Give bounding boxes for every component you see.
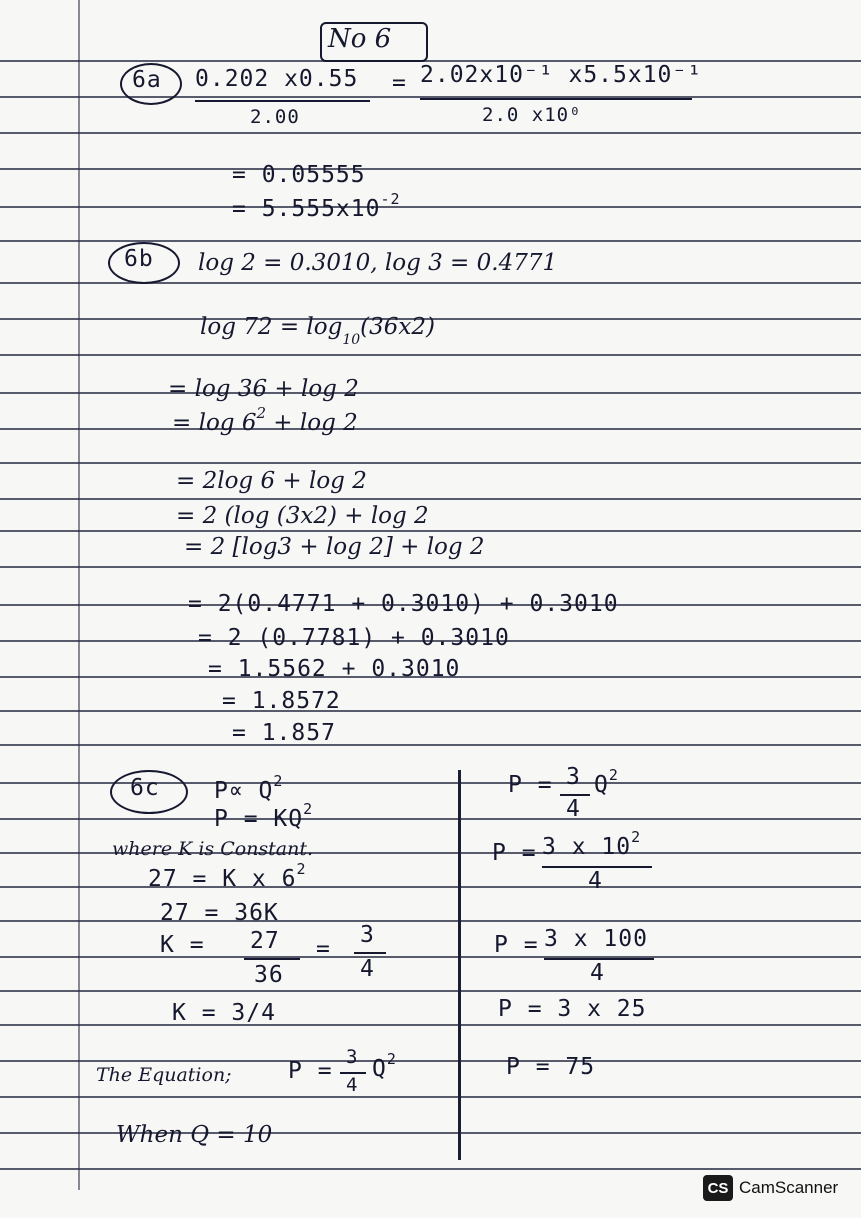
part-c-line6-rden: 4 bbox=[360, 956, 375, 982]
part-b-line9: = 1.5562 + 0.3010 bbox=[208, 656, 461, 682]
part-c-line4-exp: 2 bbox=[296, 860, 307, 878]
part-a-lhs-fraction bbox=[195, 66, 375, 130]
part-b-line3-exp: 2 bbox=[256, 404, 266, 422]
camscanner-logo-icon: CS bbox=[703, 1175, 733, 1201]
part-b-line3-a: = log 6 bbox=[172, 410, 257, 436]
part-c-right3-num: 3 x 100 bbox=[544, 926, 648, 952]
part-c-line9: When Q = 10 bbox=[116, 1122, 273, 1148]
part-c-right5: P = 75 bbox=[506, 1054, 596, 1080]
part-b-line8: = 2 (0.7781) + 0.3010 bbox=[198, 625, 510, 651]
fraction-bar bbox=[195, 100, 370, 102]
ruled-line bbox=[0, 530, 861, 532]
ruled-line bbox=[0, 886, 861, 888]
part-c-line2 bbox=[214, 800, 314, 832]
part-c-line6-fraction bbox=[240, 928, 310, 988]
part-b-line11: = 1.857 bbox=[232, 720, 336, 746]
part-c-line8-fraction bbox=[340, 1046, 370, 1106]
part-c-right1-fraction bbox=[560, 764, 592, 824]
camscanner-text: CamScanner bbox=[739, 1178, 839, 1197]
part-c-right2-num bbox=[542, 828, 642, 860]
fraction-bar bbox=[354, 952, 386, 954]
part-c-line6-result bbox=[352, 922, 392, 984]
ruled-line bbox=[0, 1024, 861, 1026]
ruled-line bbox=[0, 354, 861, 356]
ruled-line bbox=[0, 990, 861, 992]
ruled-line bbox=[0, 428, 861, 430]
part-c-line1-exp: 2 bbox=[273, 772, 284, 790]
part-a-line2: = 0.05555 bbox=[232, 162, 366, 188]
part-c-right1-q bbox=[594, 766, 619, 798]
part-c-line3: where K is Constant. bbox=[112, 838, 314, 860]
camscanner-badge bbox=[703, 1175, 838, 1201]
part-c-right1-den: 4 bbox=[566, 796, 581, 822]
ruled-line bbox=[0, 920, 861, 922]
part-a-rhs-numerator: 2.02x10⁻¹ x5.5x10⁻¹ bbox=[420, 62, 703, 88]
part-c-label: 6c bbox=[130, 775, 160, 801]
part-c-line2-exp: 2 bbox=[303, 800, 314, 818]
part-b-line1-left: log 72 = bbox=[200, 314, 300, 340]
part-a-line3-exp: -2 bbox=[380, 190, 401, 208]
part-b-line10: = 1.8572 bbox=[222, 688, 341, 714]
part-a-line3 bbox=[232, 190, 401, 222]
ruled-line bbox=[0, 566, 861, 568]
part-c-right3-den: 4 bbox=[590, 960, 605, 986]
part-c-line8-q bbox=[372, 1050, 397, 1082]
ruled-line bbox=[0, 1060, 861, 1062]
fraction-bar bbox=[244, 958, 300, 960]
part-b-line1-sub: 10 bbox=[342, 332, 361, 348]
ruled-line bbox=[0, 462, 861, 464]
ruled-line bbox=[0, 818, 861, 820]
part-c-line8-exp: 2 bbox=[386, 1050, 397, 1068]
part-c-right1-q-letter: Q bbox=[594, 772, 609, 798]
part-a-label: 6a bbox=[132, 67, 162, 93]
part-c-line8-p: P = bbox=[288, 1058, 333, 1084]
part-b-line3 bbox=[172, 404, 358, 436]
part-c-line8-label: The Equation; bbox=[96, 1064, 232, 1086]
part-c-right1-p: P = bbox=[508, 772, 553, 798]
ruled-line bbox=[0, 392, 861, 394]
part-c-line7: K = 3/4 bbox=[172, 1000, 276, 1026]
column-divider bbox=[458, 770, 461, 1160]
part-c-right3-p: P = bbox=[494, 932, 539, 958]
part-a-line3-base: = 5.555x10 bbox=[232, 196, 381, 222]
part-b-line2: = log 36 + log 2 bbox=[168, 376, 359, 402]
part-c-right2-p: P = bbox=[492, 840, 537, 866]
part-c-right2-exp: 2 bbox=[631, 828, 642, 846]
part-c-right2-num-base: 3 x 10 bbox=[542, 834, 632, 860]
part-b-line7: = 2(0.4771 + 0.3010) + 0.3010 bbox=[188, 591, 619, 617]
part-b-line1-right: log bbox=[306, 314, 343, 340]
part-c-line4 bbox=[148, 860, 307, 892]
page-title: No 6 bbox=[328, 24, 392, 54]
ruled-line bbox=[0, 710, 861, 712]
part-c-line6-eq: = bbox=[316, 936, 331, 962]
part-c-line8-den: 4 bbox=[346, 1074, 359, 1096]
part-c-right1-num: 3 bbox=[566, 764, 581, 790]
part-b-line4: = 2log 6 + log 2 bbox=[176, 468, 367, 494]
part-b-line1 bbox=[200, 314, 435, 348]
part-c-right3-fraction bbox=[544, 926, 674, 990]
ruled-line bbox=[0, 132, 861, 134]
part-c-line6-den: 36 bbox=[254, 962, 284, 988]
ruled-line bbox=[0, 956, 861, 958]
part-b-line3-b: + log 2 bbox=[266, 410, 358, 436]
part-b-given: log 2 = 0.3010, log 3 = 0.4771 bbox=[198, 250, 558, 276]
part-a-lhs-numerator: 0.202 x0.55 bbox=[195, 66, 359, 92]
ruled-line bbox=[0, 744, 861, 746]
part-c-line5: 27 = 36K bbox=[160, 900, 279, 926]
part-c-line1-a: P∝ Q bbox=[214, 778, 274, 804]
part-b-label: 6b bbox=[124, 246, 154, 272]
part-c-line4-a: 27 = K x 6 bbox=[148, 866, 297, 892]
part-c-right4: P = 3 x 25 bbox=[498, 996, 647, 1022]
part-c-right2-den: 4 bbox=[588, 868, 603, 894]
part-b-line5: = 2 (log (3x2) + log 2 bbox=[176, 503, 429, 529]
part-c-line8-num: 3 bbox=[346, 1046, 359, 1068]
part-b-line1-arg: (36x2) bbox=[360, 314, 435, 340]
fraction-bar bbox=[420, 98, 692, 100]
part-c-line8-q-letter: Q bbox=[372, 1056, 387, 1082]
ruled-line bbox=[0, 498, 861, 500]
ruled-line bbox=[0, 168, 861, 170]
part-c-line1 bbox=[214, 772, 284, 804]
part-a-rhs-denominator: 2.0 x10⁰ bbox=[482, 104, 582, 126]
part-c-line6-num: 27 bbox=[250, 928, 280, 954]
part-c-line2-a: P = KQ bbox=[214, 806, 304, 832]
ruled-line bbox=[0, 206, 861, 208]
part-c-line6-left: K = bbox=[160, 932, 205, 958]
ruled-line bbox=[0, 1168, 861, 1170]
part-c-right1-exp: 2 bbox=[608, 766, 619, 784]
ruled-line bbox=[0, 240, 861, 242]
part-c-right2-fraction bbox=[542, 828, 672, 898]
part-a-rhs-fraction bbox=[420, 62, 720, 132]
ruled-line bbox=[0, 1096, 861, 1098]
part-a-equals: = bbox=[392, 70, 407, 96]
part-b-line6: = 2 [log3 + log 2] + log 2 bbox=[184, 534, 485, 560]
part-a-lhs-denominator: 2.00 bbox=[250, 106, 300, 128]
part-c-line6-rnum: 3 bbox=[360, 922, 375, 948]
margin-line bbox=[78, 0, 80, 1190]
